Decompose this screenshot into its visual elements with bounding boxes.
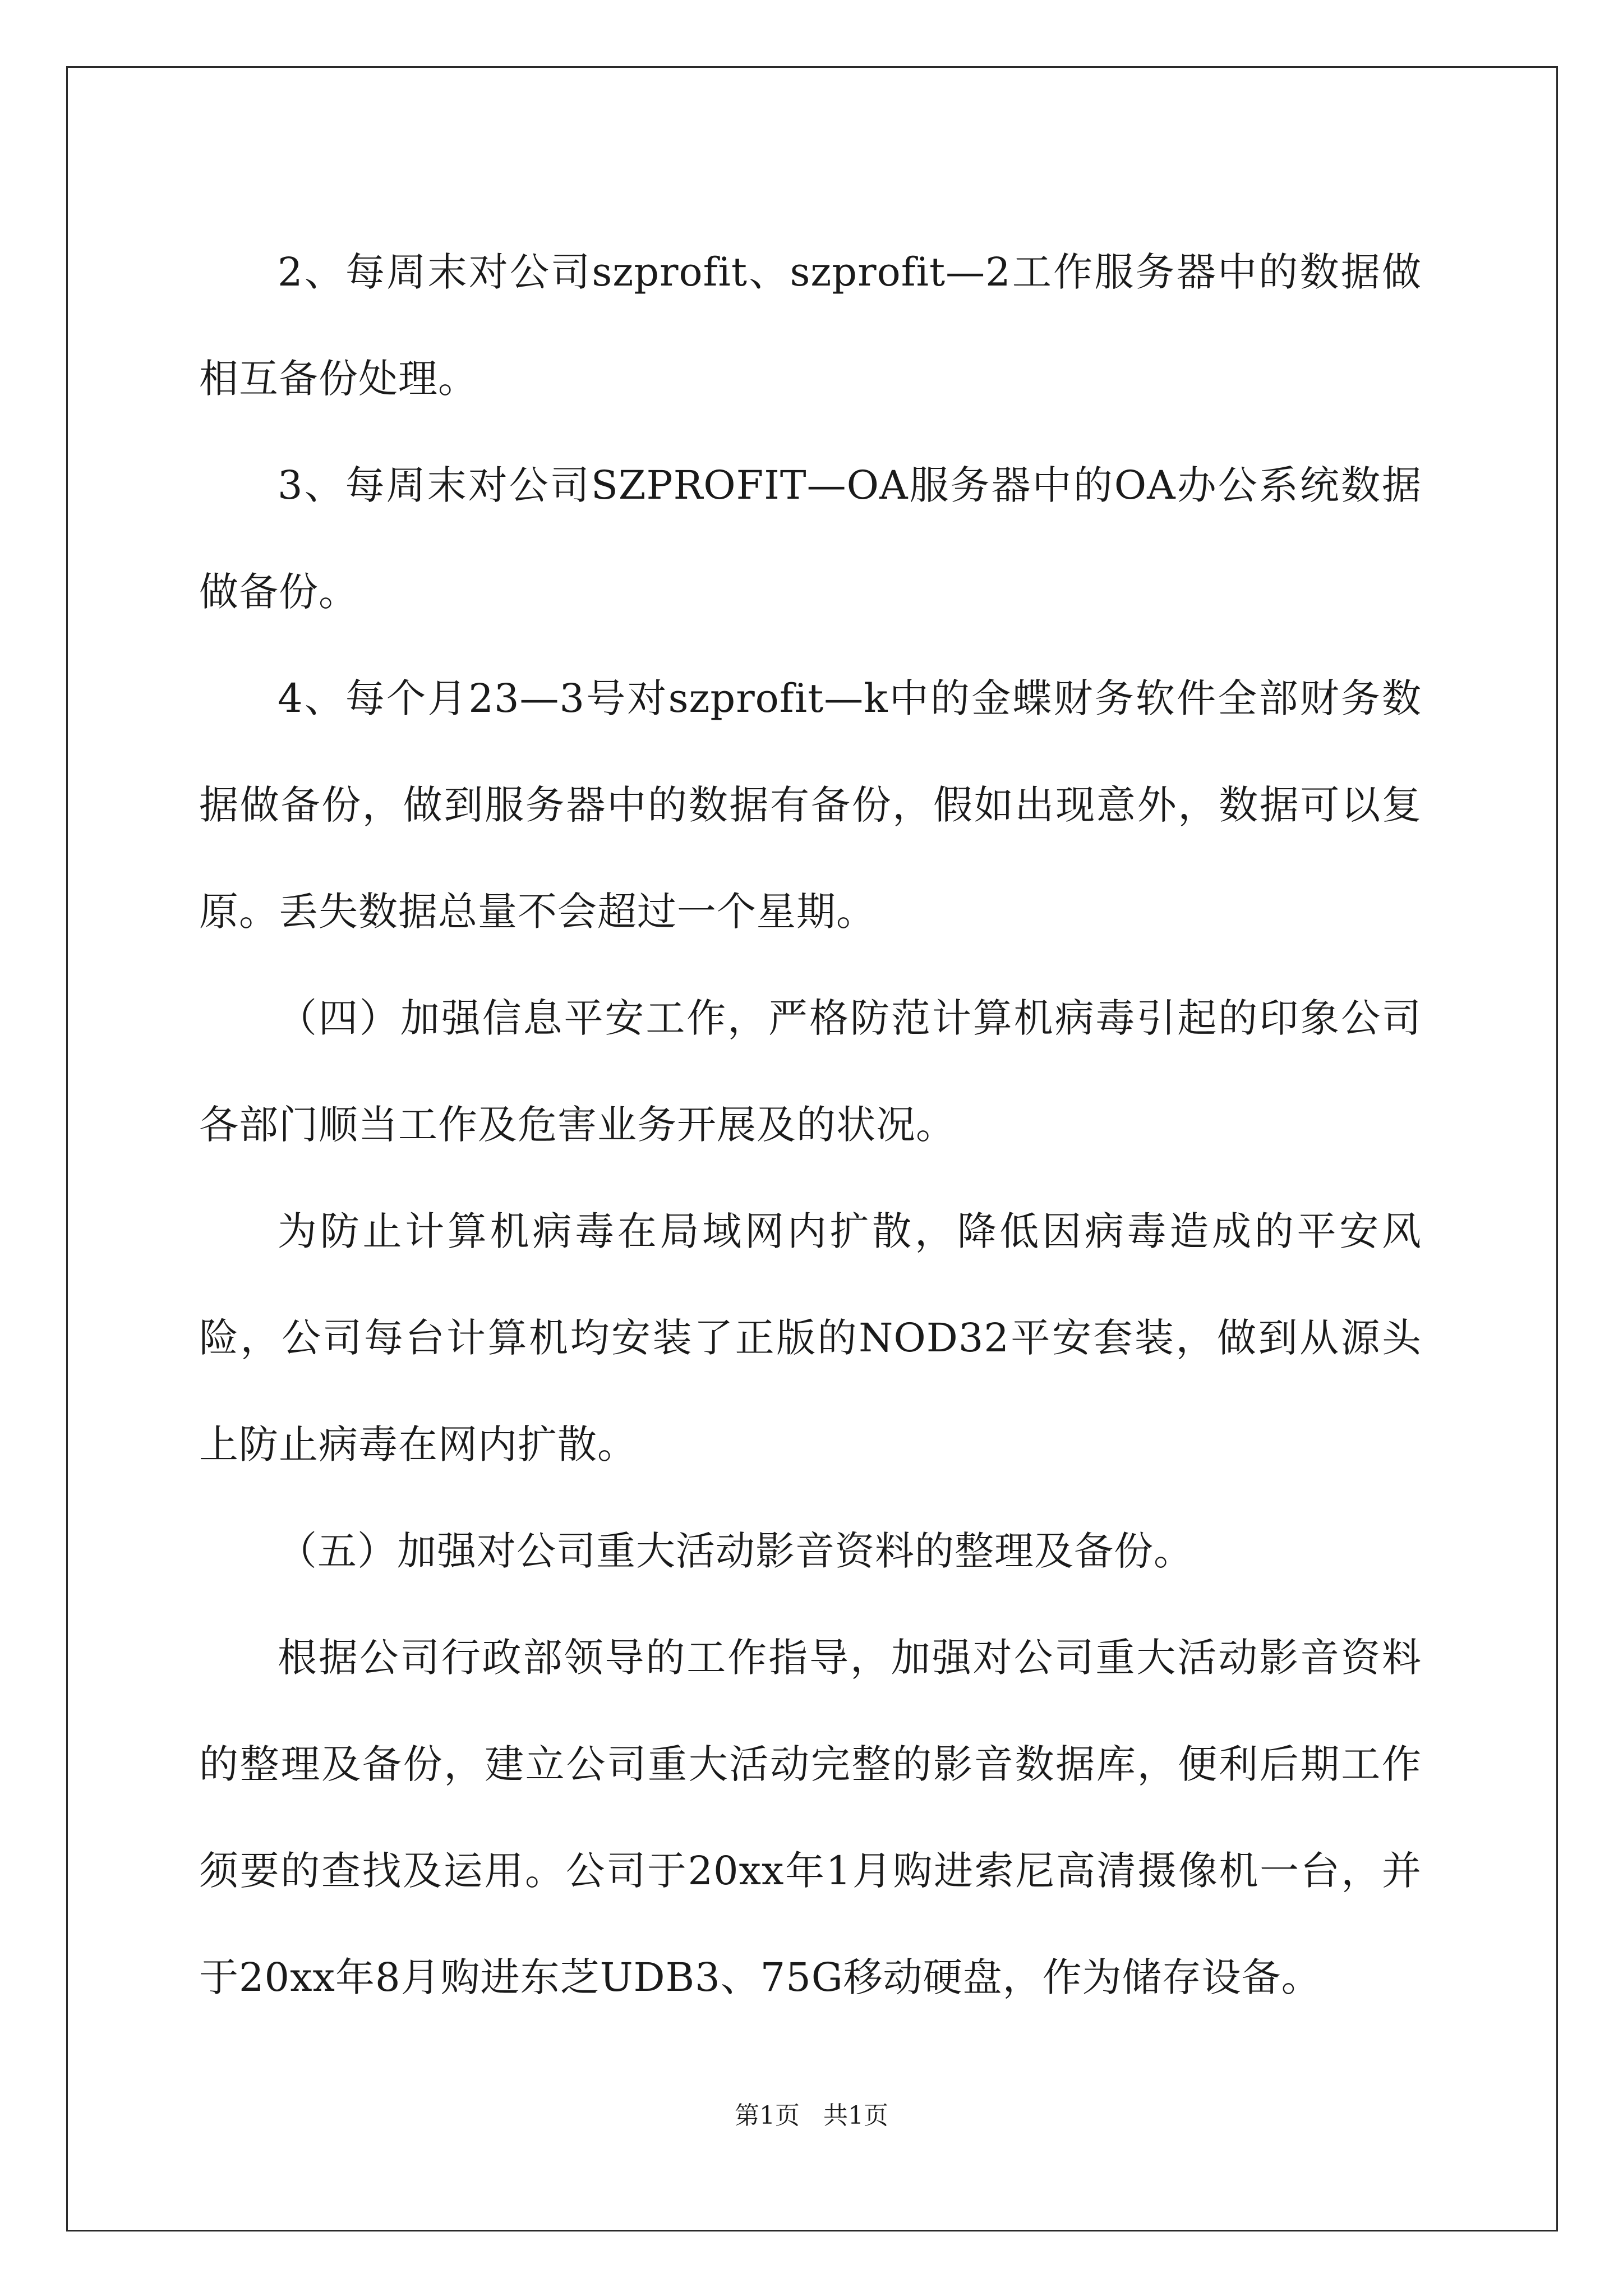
paragraph-backup-finance: 4、每个月23—3号对szprofit—k中的金蝶财务软件全部财务数据做备份，做到服务器中的数据有备份，假如出现意外，数据可以复原。丢失数据总量不会超过一个星期。 <box>199 675 1422 935</box>
paragraph-section-five: （五）加强对公司重大活动影音资料的整理及备份。 <box>278 1528 1193 1574</box>
paragraph-backup-servers: 2、每周末对公司szprofit、szprofit—2工作服务器中的数据做相互备份处理。 <box>199 249 1422 402</box>
paragraph-section-four: （四）加强信息平安工作，严格防范计算机病毒引起的印象公司各部门顺当工作及危害业务开展及的状况。 <box>199 995 1422 1148</box>
page-footer <box>0 2095 1623 2131</box>
paragraph-backup-oa: 3、每周末对公司SZPROFIT—OA服务器中的OA办公系统数据做备份。 <box>199 462 1422 615</box>
page-total: 共1页 <box>823 2101 888 2130</box>
document-body <box>199 219 1422 2031</box>
paragraph-antivirus: 为防止计算机病毒在局域网内扩散，降低因病毒造成的平安风险，公司每台计算机均安装了正版的NOD32平安套装，做到从源头上防止病毒在网内扩散。 <box>199 1208 1422 1467</box>
page-number: 第1页 <box>735 2101 800 2130</box>
paragraph-media-archive: 根据公司行政部领导的工作指导，加强对公司重大活动影音资料的整理及备份，建立公司重大活动完整的影音数据库，便利后期工作须要的查找及运用。公司于20xx年1月购进索尼高清摄像机一台，并于20xx年8月购进东芝UDB3、75G移动硬盘，作为储存设备。 <box>199 1635 1422 2000</box>
